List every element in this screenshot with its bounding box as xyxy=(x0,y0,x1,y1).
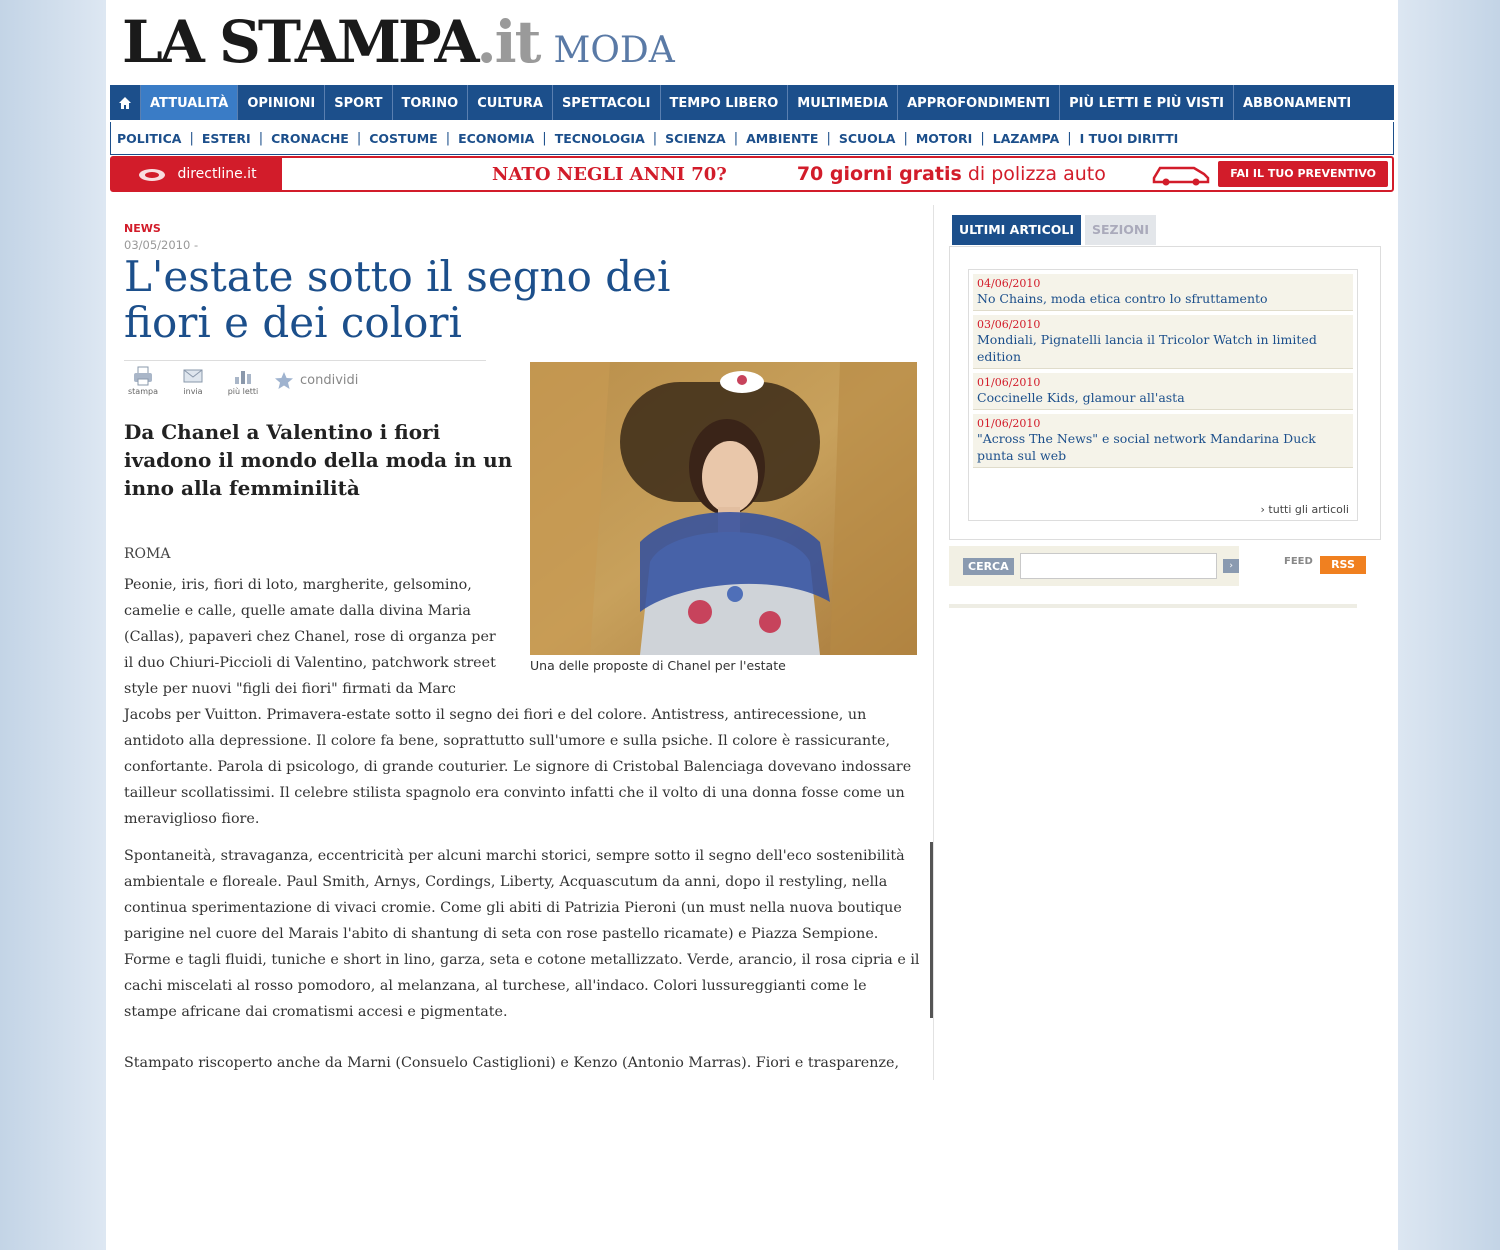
separator: | xyxy=(826,130,831,146)
main-nav xyxy=(110,85,1394,120)
item-date: 04/06/2010 xyxy=(977,277,1041,290)
ad-cta-button[interactable]: FAI IL TUO PREVENTIVO xyxy=(1217,160,1389,188)
list-item[interactable] xyxy=(973,373,1353,410)
list-item[interactable] xyxy=(973,414,1353,468)
print-icon xyxy=(132,365,154,387)
share-label: condividi xyxy=(300,373,359,388)
list-item[interactable] xyxy=(973,315,1353,369)
subnav-item-tecnologia[interactable]: TECNOLOGIA xyxy=(554,130,645,146)
nav-item-opinioni[interactable]: OPINIONI xyxy=(238,85,325,120)
article-photo[interactable] xyxy=(530,362,917,655)
separator: | xyxy=(980,130,985,146)
subnav-item-i-tuoi-diritti[interactable]: I TUOI DIRITTI xyxy=(1079,130,1179,146)
separator: | xyxy=(542,130,547,146)
home-icon[interactable] xyxy=(110,85,141,120)
search-label[interactable]: CERCA xyxy=(963,558,1014,575)
item-title[interactable]: Mondiali, Pignatelli lancia il Tricolor Watch in limited edition xyxy=(977,332,1317,364)
logo-domain: .it xyxy=(476,8,540,76)
sub-nav xyxy=(110,122,1394,155)
most-read-button[interactable] xyxy=(224,365,262,396)
subnav-item-scienza[interactable]: SCIENZA xyxy=(665,130,726,146)
photo-caption: Una delle proposte di Chanel per l'estate xyxy=(530,658,786,673)
separator: | xyxy=(903,130,908,146)
item-title[interactable]: No Chains, moda etica contro lo sfruttamento xyxy=(977,291,1268,306)
nav-item-torino[interactable]: TORINO xyxy=(393,85,469,120)
article-title: L'estate sotto il segno dei fiori e dei colori xyxy=(124,252,671,347)
sidebar-tabs xyxy=(952,215,1156,245)
subnav-item-ambiente[interactable]: AMBIENTE xyxy=(746,130,819,146)
search-input[interactable] xyxy=(1020,553,1218,579)
subnav-item-economia[interactable]: ECONOMIA xyxy=(458,130,535,146)
subnav-item-scuola[interactable]: SCUOLA xyxy=(838,130,896,146)
separator: | xyxy=(733,130,739,146)
print-button[interactable] xyxy=(124,365,162,396)
nav-item-tempo-libero[interactable]: TEMPO LIBERO xyxy=(661,85,789,120)
star-icon xyxy=(274,371,294,391)
item-date: 03/06/2010 xyxy=(977,318,1041,331)
sidebar-divider xyxy=(949,604,1357,608)
mail-icon xyxy=(182,365,204,387)
separator: | xyxy=(189,130,194,146)
subnav-item-esteri[interactable]: ESTERI xyxy=(201,130,251,146)
article-paragraph: Jacobs per Vuitton. Primavera-estate sotto il segno dei fiori e del colore. Antistress, antirecessione, un antidoto alla depressione. Il colore fa bene, soprattutto sull'umore e sulla psiche. Il colore è rassicurante, confortante. Parola di psicologo, di grande couturier. Le signore di Cristobal Balenciaga dovevano indossare tailleur scollatissimi. Il celebre stilista spagnolo era convinto infatti che il volto di una donna fosse come un meraviglioso fiore. xyxy=(124,707,912,827)
column-divider xyxy=(933,205,934,1080)
feed-label: FEED xyxy=(1284,556,1313,567)
article-tag[interactable]: NEWS xyxy=(124,222,161,235)
tab-sezioni[interactable]: SEZIONI xyxy=(1085,215,1156,245)
latest-articles-list xyxy=(968,269,1358,521)
nav-item-approfondimenti[interactable]: APPROFONDIMENTI xyxy=(898,85,1060,120)
item-date: 01/06/2010 xyxy=(977,376,1041,389)
subnav-item-motori[interactable]: MOTORI xyxy=(915,130,973,146)
separator: | xyxy=(258,130,264,146)
ad-brand-label: directline.it xyxy=(177,166,257,182)
nav-item-sport[interactable]: SPORT xyxy=(325,85,392,120)
ad-offer-bold: 70 giorni gratis xyxy=(796,163,962,185)
article-paragraph: Peonie, iris, fiori di loto, margherite, gelsomino, camelie e calle, quelle amate dalla divina Maria (Callas), papaveri chez Chanel, rose di organza per il duo Chiuri-Piccioli di Valentino, patchwork street style per nuovi "figli dei fiori" firmati da Marc xyxy=(124,577,496,697)
subnav-item-lazampa[interactable]: LAZAMPA xyxy=(992,130,1060,146)
nav-item-cultura[interactable]: CULTURA xyxy=(468,85,553,120)
search-bar xyxy=(949,546,1239,586)
separator: | xyxy=(1067,130,1072,146)
article-toolbar xyxy=(124,360,486,396)
page xyxy=(106,0,1398,1250)
article-paragraph: Stampato riscoperto anche da Marni (Consuelo Castiglioni) e Kenzo (Antonio Marras). Fiori e trasparenze, xyxy=(124,1055,899,1071)
search-submit-icon[interactable]: › xyxy=(1223,559,1239,573)
separator: | xyxy=(445,130,451,146)
separator: | xyxy=(356,130,362,146)
subnav-item-politica[interactable]: POLITICA xyxy=(117,130,182,146)
article-subtitle: Da Chanel a Valentino i fiori ivadono il mondo della moda in un inno alla femminilità xyxy=(124,420,513,500)
nav-item-attualita[interactable]: ATTUALITÀ xyxy=(141,85,238,120)
article-paragraph: Spontaneità, stravaganza, eccentricità per alcuni marchi storici, sempre sotto il segno dell'eco sostenibilità ambientale e floreale. Paul Smith, Arnys, Cordings, Liberty, Acquascutum da anni, dopo il restyling, nella continua sperimentazione di vivaci cromie. Come gli abiti di Patrizia Pieroni (un must nella nuova boutique parigine nel cuore del Marais l'abito di shantung di seta con rose pastello ricamate) e Piazza Sempione. Forme e tagli fluidi, tuniche e short in lino, garza, seta e cotone metallizzato. Verde, arancio, il rosa cipria e il cachi miscelati al rosso pomodoro, al melanzana, al turchese, all'indaco. Colori lussureggianti come le stampe africane dai cromatismi accesi e pigmentate. xyxy=(124,848,920,1020)
item-title[interactable]: "Across The News" e social network Mandarina Duck punta sul web xyxy=(977,431,1316,463)
separator: | xyxy=(652,130,658,146)
subnav-item-costume[interactable]: COSTUME xyxy=(369,130,438,146)
nav-item-abbonamenti[interactable]: ABBONAMENTI xyxy=(1242,96,1352,111)
ad-brand xyxy=(112,158,282,190)
all-articles-link[interactable]: › tutti gli articoli xyxy=(1260,503,1349,516)
ad-offer xyxy=(797,163,1106,185)
article-date: 03/05/2010 - xyxy=(124,238,199,252)
subnav-item-cronache[interactable]: CRONACHE xyxy=(271,130,349,146)
rss-button[interactable]: RSS xyxy=(1320,556,1366,574)
nav-item-piu-letti[interactable]: PIÙ LETTI E PIÙ VISTI xyxy=(1060,85,1234,120)
car-icon xyxy=(1150,162,1212,186)
nav-item-spettacoli[interactable]: SPETTACOLI xyxy=(553,85,661,120)
share-button[interactable] xyxy=(274,371,358,391)
photo-illustration xyxy=(530,362,917,655)
ad-offer-rest: di polizza auto xyxy=(967,163,1106,185)
send-button[interactable] xyxy=(174,365,212,396)
nav-item-multimedia[interactable]: MULTIMEDIA xyxy=(788,85,898,120)
item-title[interactable]: Coccinelle Kids, glamour all'asta xyxy=(977,390,1185,405)
ad-slogan: NATO NEGLI ANNI 70? xyxy=(492,163,727,185)
list-item[interactable] xyxy=(973,274,1353,311)
most-read-label: più letti xyxy=(227,387,259,396)
ad-banner[interactable] xyxy=(110,156,1394,192)
logo-text: LA STAMPA xyxy=(122,8,477,76)
section-title[interactable]: MODA xyxy=(553,30,675,71)
site-logo[interactable] xyxy=(122,8,675,78)
print-label: stampa xyxy=(128,387,158,396)
article-city: ROMA xyxy=(124,546,171,562)
chart-icon xyxy=(232,365,254,387)
send-label: invia xyxy=(183,387,203,396)
phone-car-icon xyxy=(137,166,167,182)
item-date: 01/06/2010 xyxy=(977,417,1041,430)
tab-ultimi-articoli[interactable]: ULTIMI ARTICOLI xyxy=(952,215,1081,245)
latest-articles-box xyxy=(949,246,1381,540)
